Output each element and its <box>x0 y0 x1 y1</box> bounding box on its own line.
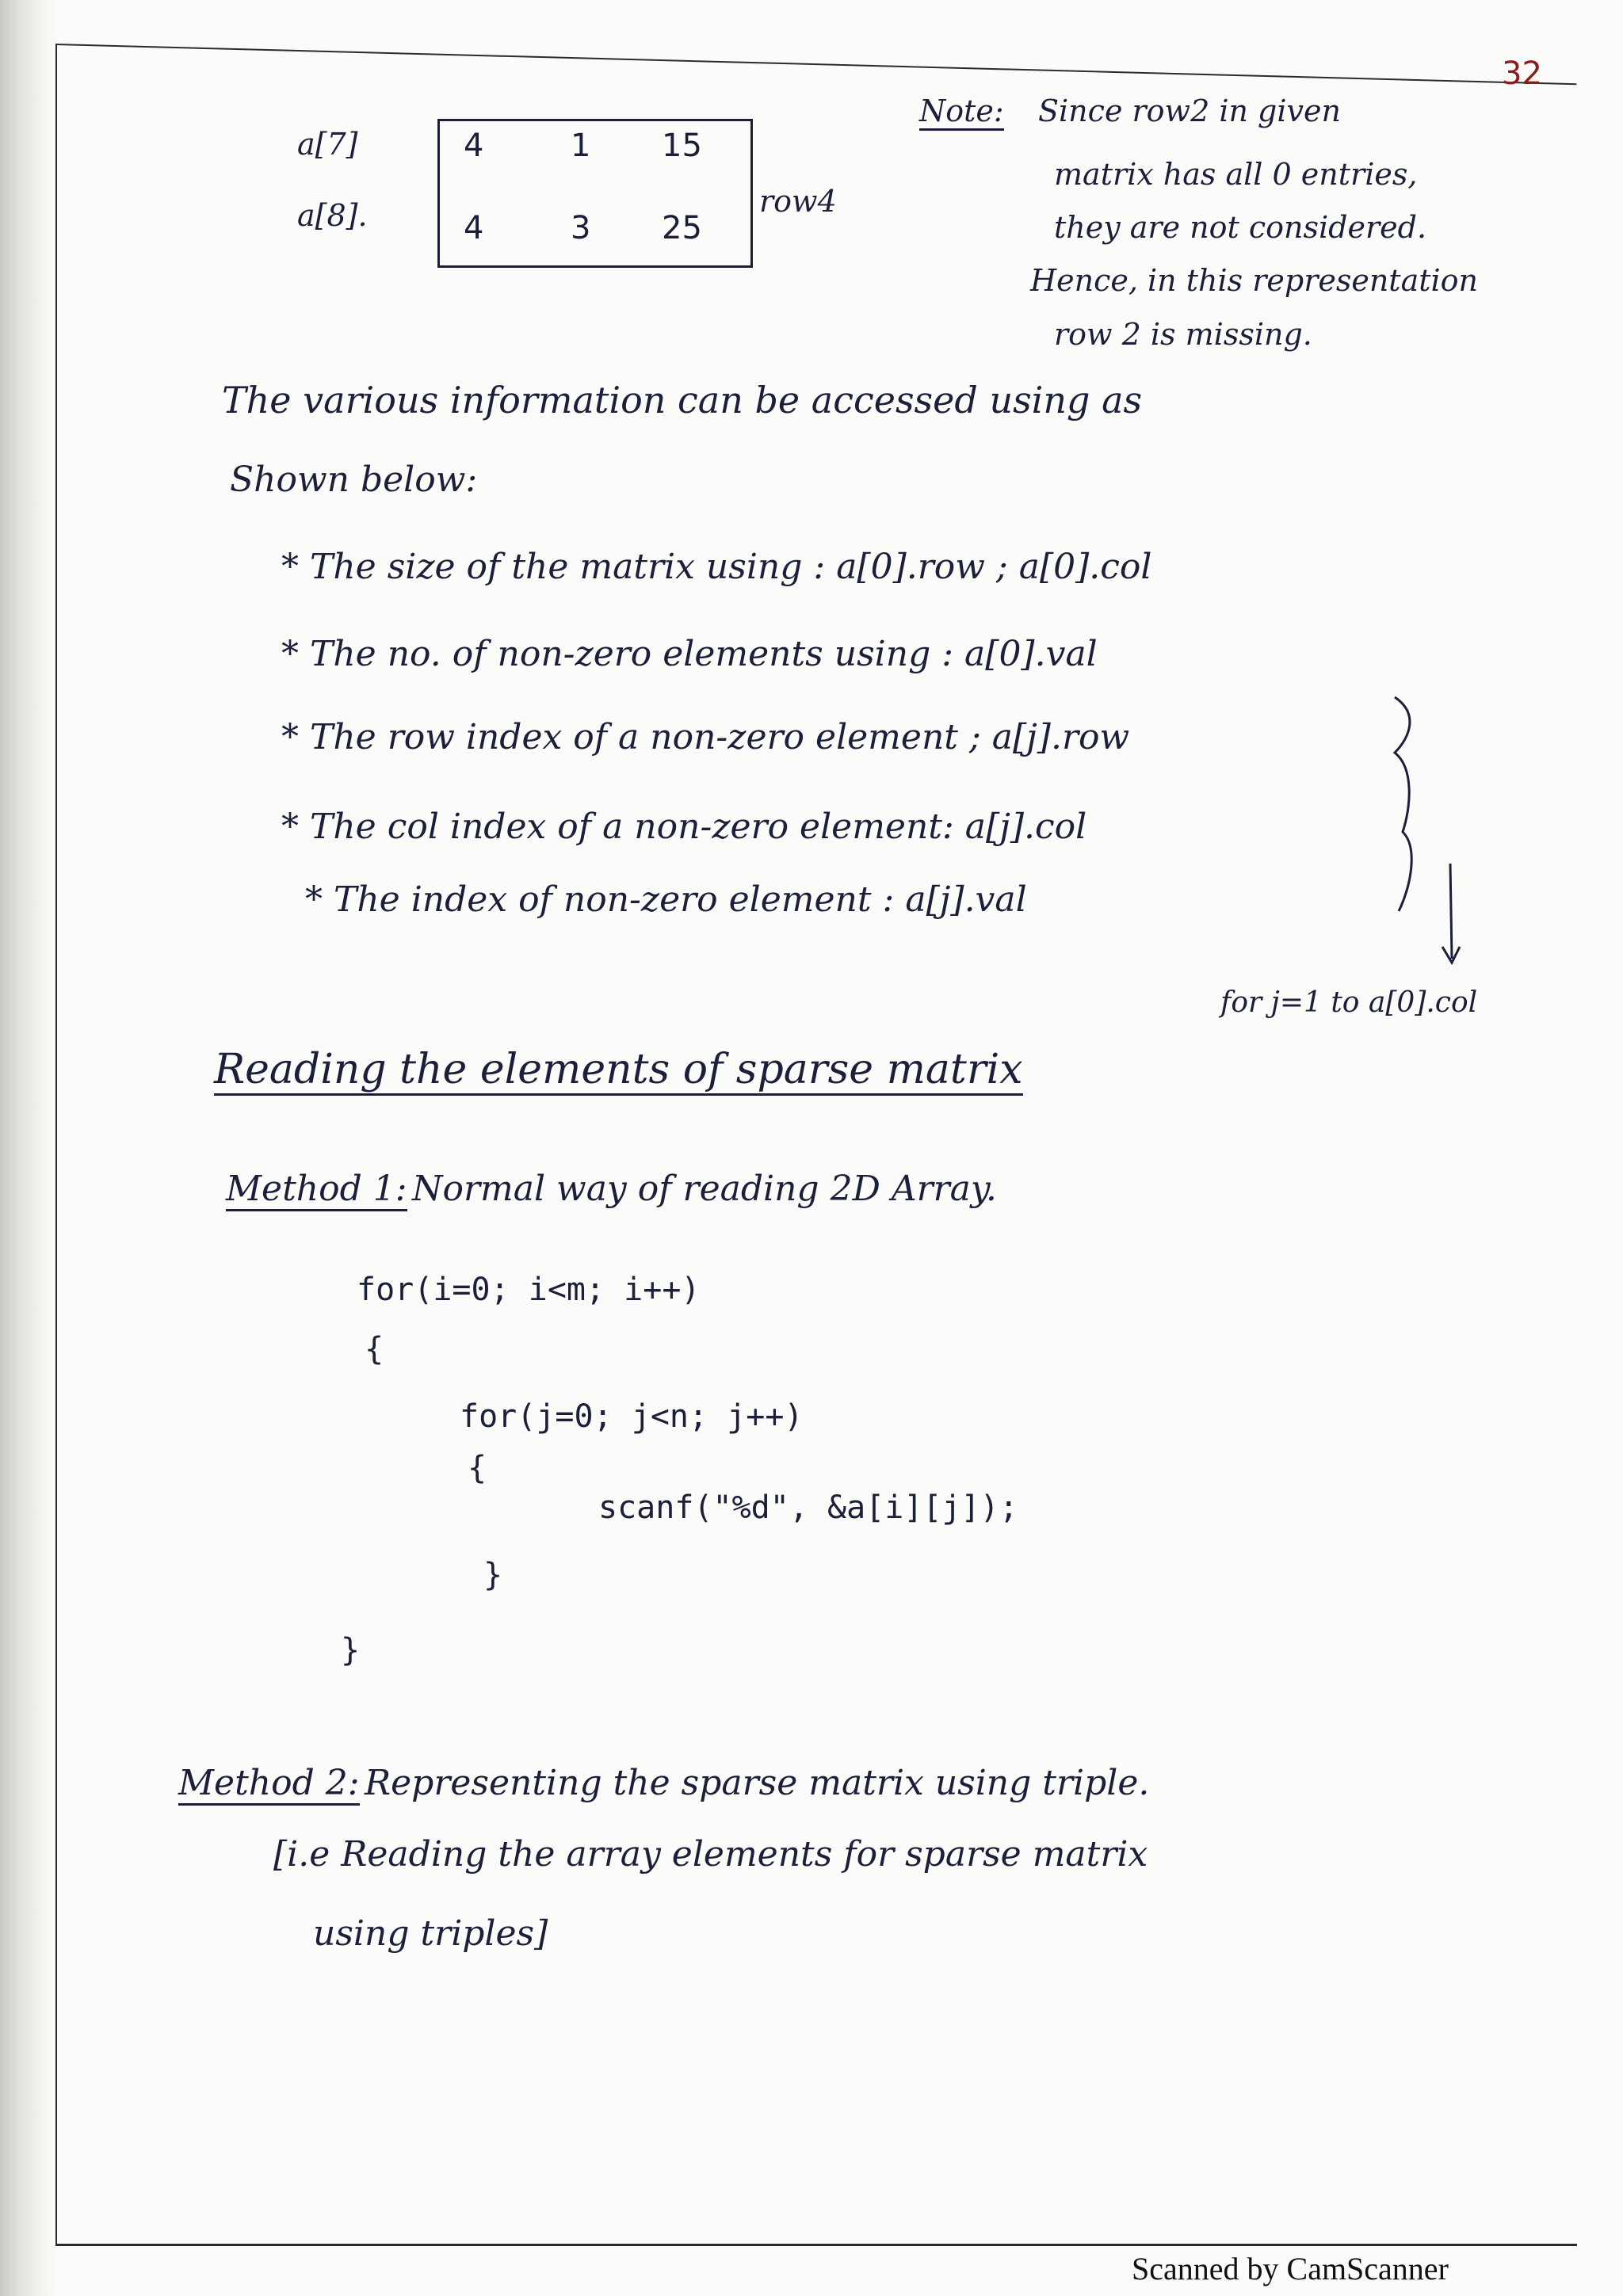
section-title: Reading the elements of sparse matrix <box>214 1046 1023 1096</box>
note-line: Since row2 in given <box>1038 93 1341 128</box>
bullet-item: * The size of the matrix using : a[0].row ; a[0].col <box>281 547 1152 587</box>
intro-line: The various information can be accessed using as <box>222 379 1143 421</box>
page-binding-shadow <box>0 0 55 2296</box>
matrix-cell: 3 <box>571 210 591 246</box>
code-line: } <box>341 1632 361 1669</box>
method1-label: Method 1: <box>226 1169 407 1211</box>
row-label-a8: a[8]. <box>297 198 368 233</box>
matrix-cell: 4 <box>464 128 484 164</box>
matrix-cell: 1 <box>571 128 591 164</box>
method1-text: Normal way of reading 2D Array. <box>412 1169 997 1209</box>
code-line: for(i=0; i<m; i++) <box>357 1272 701 1308</box>
note-heading: Note: <box>919 93 1004 131</box>
bullet-item: * The row index of a non-zero element ; a[j].row <box>281 717 1130 757</box>
row-label-a7: a[7] <box>297 127 358 162</box>
note-line: Hence, in this representation <box>1030 263 1479 298</box>
bullet-note: for j=1 to a[0].col <box>1220 986 1478 1019</box>
method2-label: Method 2: <box>178 1763 360 1806</box>
method2-line: using triples] <box>313 1913 548 1954</box>
code-line: { <box>365 1331 384 1367</box>
scanner-watermark: Scanned by CamScanner <box>1132 2251 1449 2286</box>
bullet-item: * The index of non-zero element : a[j].val <box>305 879 1027 920</box>
page-number: 32 <box>1502 55 1542 92</box>
code-line: } <box>483 1557 503 1593</box>
code-line: for(j=0; j<n; j++) <box>460 1398 804 1435</box>
top-rule <box>55 44 1576 85</box>
bracket-arrow-icon <box>1363 689 1490 998</box>
matrix-cell: 15 <box>662 128 702 164</box>
triple-matrix <box>437 119 753 268</box>
note-line: row 2 is missing. <box>1054 317 1312 352</box>
method2-text: Representing the sparse matrix using triple. <box>365 1763 1150 1803</box>
matrix-cell: 4 <box>464 210 484 246</box>
margin-line <box>55 44 57 2246</box>
intro-line: Shown below: <box>230 460 478 500</box>
bullet-item: * The col index of a non-zero element: a[j].col <box>281 807 1087 847</box>
matrix-side-label: row4 <box>759 184 837 219</box>
method2-line: [i.e Reading the array elements for sparse matrix <box>273 1834 1148 1875</box>
note-line: they are not considered. <box>1054 210 1427 245</box>
bullet-item: * The no. of non-zero elements using : a[0].val <box>281 634 1098 674</box>
code-line: { <box>468 1450 487 1486</box>
matrix-cell: 25 <box>662 210 702 246</box>
note-line: matrix has all 0 entries, <box>1054 157 1418 192</box>
bottom-rule <box>55 2244 1577 2246</box>
code-line: scanf("%d", &a[i][j]); <box>598 1489 1018 1526</box>
